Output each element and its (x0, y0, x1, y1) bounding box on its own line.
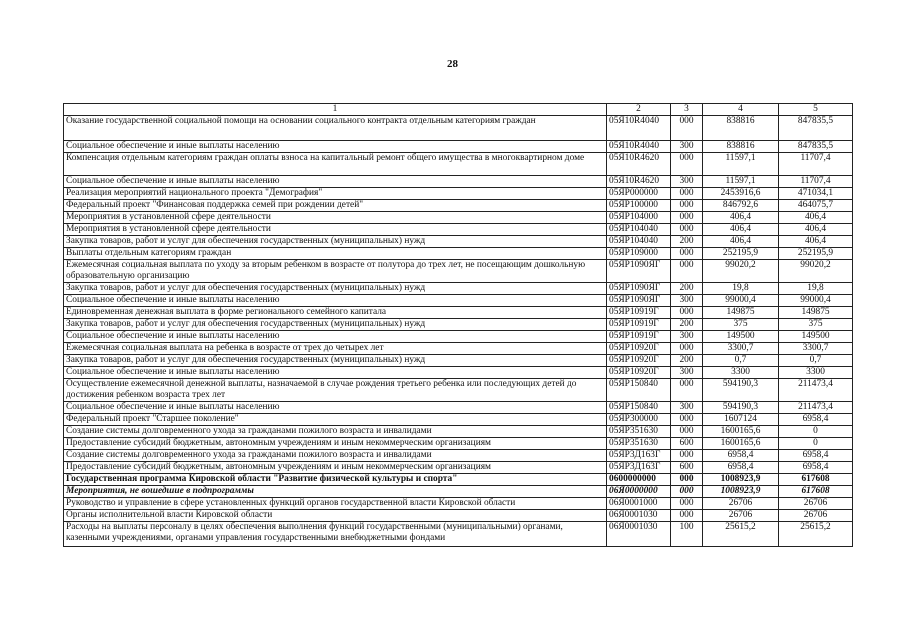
row-value-year1-cell: 838816 (703, 116, 779, 141)
row-name-cell: Расходы на выплаты персоналу в целях обеспечения выполнения функций государственными (муниципальными) органами, казенными учреждениями, органами управления государственными внебюджетными фондами (64, 522, 607, 547)
row-type-cell: 200 (671, 319, 703, 331)
row-value-year1-cell: 1600165,6 (703, 438, 779, 450)
row-code-cell: 05ЯР10919Г (607, 331, 671, 343)
row-name-cell: Социальное обеспечение и иные выплаты населению (64, 331, 607, 343)
row-type-cell: 000 (671, 426, 703, 438)
table-row (64, 402, 853, 414)
row-value-year1-cell: 406,4 (703, 236, 779, 248)
row-value-year1-cell: 406,4 (703, 224, 779, 236)
row-name-cell: Мероприятия, не вошедшие в подпрограммы (64, 486, 607, 498)
row-code-cell: 05ЯР1090ЯГ (607, 260, 671, 283)
row-name-cell: Ежемесячная социальная выплата по уходу за вторым ребенком в возрасте от полутора до трех лет, не посещающим дошкольную образовательную организацию (64, 260, 607, 283)
table-row (64, 176, 853, 188)
row-code-cell: 05ЯР104040 (607, 236, 671, 248)
row-code-cell: 05ЯР3Д163Г (607, 450, 671, 462)
table-row (64, 224, 853, 236)
row-value-year1-cell: 1008923,9 (703, 474, 779, 486)
row-value-year1-cell: 6958,4 (703, 450, 779, 462)
row-value-year1-cell: 26706 (703, 510, 779, 522)
row-type-cell: 300 (671, 141, 703, 153)
row-value-year1-cell: 19,8 (703, 283, 779, 295)
row-value-year2-cell: 3300 (779, 367, 853, 379)
row-value-year1-cell: 0,7 (703, 355, 779, 367)
row-value-year1-cell: 594190,3 (703, 402, 779, 414)
row-name-cell: Социальное обеспечение и иные выплаты населению (64, 367, 607, 379)
row-type-cell: 000 (671, 307, 703, 319)
row-type-cell: 300 (671, 176, 703, 188)
row-value-year1-cell: 25615,2 (703, 522, 779, 547)
table-row (64, 319, 853, 331)
table-row (64, 295, 853, 307)
row-name-cell: Ежемесячная социальная выплата на ребенка в возрасте от трех до четырех лет (64, 343, 607, 355)
row-value-year2-cell: 211473,4 (779, 379, 853, 402)
row-name-cell: Закупка товаров, работ и услуг для обеспечения государственных (муниципальных) нужд (64, 283, 607, 295)
row-type-cell: 000 (671, 153, 703, 176)
row-value-year1-cell: 11597,1 (703, 153, 779, 176)
row-value-year2-cell: 26706 (779, 498, 853, 510)
row-type-cell: 000 (671, 188, 703, 200)
row-value-year2-cell: 406,4 (779, 236, 853, 248)
row-type-cell: 200 (671, 355, 703, 367)
row-value-year2-cell: 471034,1 (779, 188, 853, 200)
row-value-year2-cell: 406,4 (779, 212, 853, 224)
row-value-year2-cell: 6958,4 (779, 414, 853, 426)
row-code-cell: 05Я10R4040 (607, 116, 671, 141)
table-header-row (64, 104, 853, 116)
row-code-cell: 05Я10R4620 (607, 176, 671, 188)
row-type-cell: 000 (671, 450, 703, 462)
table-row (64, 153, 853, 176)
table-row (64, 283, 853, 295)
row-value-year2-cell: 375 (779, 319, 853, 331)
table-row (64, 248, 853, 260)
row-value-year1-cell: 11597,1 (703, 176, 779, 188)
header-cell: 1 (64, 104, 607, 116)
row-value-year1-cell: 6958,4 (703, 462, 779, 474)
row-code-cell: 05ЯР10920Г (607, 355, 671, 367)
row-value-year1-cell: 149875 (703, 307, 779, 319)
row-name-cell: Социальное обеспечение и иные выплаты населению (64, 402, 607, 414)
table-row (64, 307, 853, 319)
row-value-year2-cell: 0 (779, 426, 853, 438)
row-code-cell: 05ЯР104000 (607, 212, 671, 224)
row-code-cell: 05Я10R4040 (607, 141, 671, 153)
row-value-year1-cell: 3300 (703, 367, 779, 379)
row-value-year1-cell: 1600165,6 (703, 426, 779, 438)
row-type-cell: 000 (671, 212, 703, 224)
table-row (64, 462, 853, 474)
row-name-cell: Компенсация отдельным категориям граждан оплаты взноса на капитальный ремонт общего имущества в многоквартирном доме (64, 153, 607, 176)
row-name-cell: Органы исполнительной власти Кировской области (64, 510, 607, 522)
row-value-year2-cell: 6958,4 (779, 450, 853, 462)
row-value-year2-cell: 0,7 (779, 355, 853, 367)
row-code-cell: 05ЯР104040 (607, 224, 671, 236)
row-name-cell: Создание системы долговременного ухода за гражданами пожилого возраста и инвалидами (64, 450, 607, 462)
row-name-cell: Предоставление субсидий бюджетным, автономным учреждениям и иным некоммерческим организациям (64, 462, 607, 474)
row-name-cell: Руководство и управление в сфере установленных функций органов государственной власти Кировской области (64, 498, 607, 510)
row-name-cell: Закупка товаров, работ и услуг для обеспечения государственных (муниципальных) нужд (64, 236, 607, 248)
header-cell: 4 (703, 104, 779, 116)
row-code-cell: 06Я0001000 (607, 498, 671, 510)
row-type-cell: 000 (671, 200, 703, 212)
row-type-cell: 200 (671, 283, 703, 295)
row-name-cell: Федеральный проект "Старшее поколение" (64, 414, 607, 426)
table-row (64, 236, 853, 248)
row-value-year2-cell: 25615,2 (779, 522, 853, 547)
row-value-year1-cell: 1008923,9 (703, 486, 779, 498)
row-type-cell: 000 (671, 116, 703, 141)
row-value-year1-cell: 26706 (703, 498, 779, 510)
row-code-cell: 0600000000 (607, 474, 671, 486)
row-value-year2-cell: 211473,4 (779, 402, 853, 414)
table-row (64, 367, 853, 379)
row-name-cell: Закупка товаров, работ и услуг для обеспечения государственных (муниципальных) нужд (64, 319, 607, 331)
row-code-cell: 05ЯР10920Г (607, 343, 671, 355)
row-value-year2-cell: 19,8 (779, 283, 853, 295)
row-name-cell: Единовременная денежная выплата в форме регионального семейного капитала (64, 307, 607, 319)
row-code-cell: 05ЯР150840 (607, 379, 671, 402)
table-row (64, 331, 853, 343)
row-type-cell: 300 (671, 331, 703, 343)
row-value-year2-cell: 617608 (779, 486, 853, 498)
row-value-year2-cell: 3300,7 (779, 343, 853, 355)
row-type-cell: 000 (671, 248, 703, 260)
row-code-cell: 05ЯР3Д163Г (607, 462, 671, 474)
table-row (64, 343, 853, 355)
header-cell: 2 (607, 104, 671, 116)
row-code-cell: 05ЯР109000 (607, 248, 671, 260)
table-row (64, 188, 853, 200)
row-value-year1-cell: 252195,9 (703, 248, 779, 260)
row-value-year1-cell: 594190,3 (703, 379, 779, 402)
row-name-cell: Мероприятия в установленной сфере деятельности (64, 212, 607, 224)
row-code-cell: 06Я0000000 (607, 486, 671, 498)
row-code-cell: 05ЯР351630 (607, 426, 671, 438)
row-code-cell: 05ЯР150840 (607, 402, 671, 414)
row-type-cell: 000 (671, 414, 703, 426)
table-row (64, 379, 853, 402)
header-cell: 3 (671, 104, 703, 116)
row-name-cell: Выплаты отдельным категориям граждан (64, 248, 607, 260)
row-value-year1-cell: 99020,2 (703, 260, 779, 283)
row-type-cell: 300 (671, 367, 703, 379)
row-name-cell: Создание системы долговременного ухода за гражданами пожилого возраста и инвалидами (64, 426, 607, 438)
table-row (64, 414, 853, 426)
row-value-year1-cell: 1607124 (703, 414, 779, 426)
row-type-cell: 000 (671, 260, 703, 283)
table-row (64, 426, 853, 438)
row-code-cell: 05ЯР1090ЯГ (607, 283, 671, 295)
row-type-cell: 000 (671, 379, 703, 402)
row-name-cell: Мероприятия в установленной сфере деятельности (64, 224, 607, 236)
row-name-cell: Социальное обеспечение и иные выплаты населению (64, 176, 607, 188)
row-type-cell: 300 (671, 295, 703, 307)
row-value-year2-cell: 11707,4 (779, 176, 853, 188)
page-number: 28 (447, 58, 458, 70)
row-value-year1-cell: 406,4 (703, 212, 779, 224)
table-row (64, 450, 853, 462)
row-value-year1-cell: 846792,6 (703, 200, 779, 212)
row-value-year1-cell: 375 (703, 319, 779, 331)
row-code-cell: 05ЯР1090ЯГ (607, 295, 671, 307)
table-row (64, 438, 853, 450)
row-type-cell: 000 (671, 343, 703, 355)
row-value-year1-cell: 149500 (703, 331, 779, 343)
row-name-cell: Реализация мероприятий национального проекта "Демография" (64, 188, 607, 200)
row-value-year2-cell: 252195,9 (779, 248, 853, 260)
row-code-cell: 05ЯР100000 (607, 200, 671, 212)
row-type-cell: 000 (671, 510, 703, 522)
table-row (64, 498, 853, 510)
table-row (64, 355, 853, 367)
row-code-cell: 05ЯР10919Г (607, 307, 671, 319)
row-value-year1-cell: 3300,7 (703, 343, 779, 355)
row-type-cell: 300 (671, 402, 703, 414)
row-type-cell: 000 (671, 486, 703, 498)
row-name-cell: Федеральный проект "Финансовая поддержка семей при рождении детей" (64, 200, 607, 212)
row-code-cell: 06Я0001030 (607, 510, 671, 522)
row-type-cell: 000 (671, 224, 703, 236)
header-cell: 5 (779, 104, 853, 116)
row-code-cell: 05ЯР351630 (607, 438, 671, 450)
row-value-year1-cell: 2453916,6 (703, 188, 779, 200)
row-value-year2-cell: 99000,4 (779, 295, 853, 307)
row-code-cell: 05ЯР000000 (607, 188, 671, 200)
row-type-cell: 200 (671, 236, 703, 248)
row-value-year1-cell: 838816 (703, 141, 779, 153)
table-row (64, 510, 853, 522)
row-value-year2-cell: 149500 (779, 331, 853, 343)
row-name-cell: Социальное обеспечение и иные выплаты населению (64, 295, 607, 307)
budget-table (63, 103, 853, 547)
row-value-year2-cell: 149875 (779, 307, 853, 319)
row-value-year1-cell: 99000,4 (703, 295, 779, 307)
table-row (64, 474, 853, 486)
table-row (64, 200, 853, 212)
table-row (64, 212, 853, 224)
row-name-cell: Социальное обеспечение и иные выплаты населению (64, 141, 607, 153)
row-code-cell: 05ЯР10919Г (607, 319, 671, 331)
row-name-cell: Осуществление ежемесячной денежной выплаты, назначаемой в случае рождения третьего ребенка или последующих детей до достижения ребенком возраста трех лет (64, 379, 607, 402)
row-type-cell: 000 (671, 498, 703, 510)
table-row (64, 260, 853, 283)
row-code-cell: 05Я10R4620 (607, 153, 671, 176)
row-name-cell: Оказание государственной социальной помощи на основании социального контракта отдельным категориям граждан (64, 116, 607, 141)
table-row (64, 486, 853, 498)
table-row (64, 141, 853, 153)
row-name-cell: Государственная программа Кировской области "Развитие физической культуры и спорта" (64, 474, 607, 486)
row-type-cell: 600 (671, 438, 703, 450)
row-code-cell: 05ЯР300000 (607, 414, 671, 426)
row-value-year2-cell: 0 (779, 438, 853, 450)
table-row (64, 522, 853, 547)
row-type-cell: 000 (671, 474, 703, 486)
row-code-cell: 06Я0001030 (607, 522, 671, 547)
row-value-year2-cell: 99020,2 (779, 260, 853, 283)
row-code-cell: 05ЯР10920Г (607, 367, 671, 379)
row-value-year2-cell: 847835,5 (779, 116, 853, 141)
row-value-year2-cell: 847835,5 (779, 141, 853, 153)
row-value-year2-cell: 406,4 (779, 224, 853, 236)
row-value-year2-cell: 26706 (779, 510, 853, 522)
row-name-cell: Предоставление субсидий бюджетным, автономным учреждениям и иным некоммерческим организациям (64, 438, 607, 450)
row-name-cell: Закупка товаров, работ и услуг для обеспечения государственных (муниципальных) нужд (64, 355, 607, 367)
row-value-year2-cell: 11707,4 (779, 153, 853, 176)
row-type-cell: 600 (671, 462, 703, 474)
row-value-year2-cell: 464075,7 (779, 200, 853, 212)
row-type-cell: 100 (671, 522, 703, 547)
table-row (64, 116, 853, 141)
row-value-year2-cell: 6958,4 (779, 462, 853, 474)
row-value-year2-cell: 617608 (779, 474, 853, 486)
